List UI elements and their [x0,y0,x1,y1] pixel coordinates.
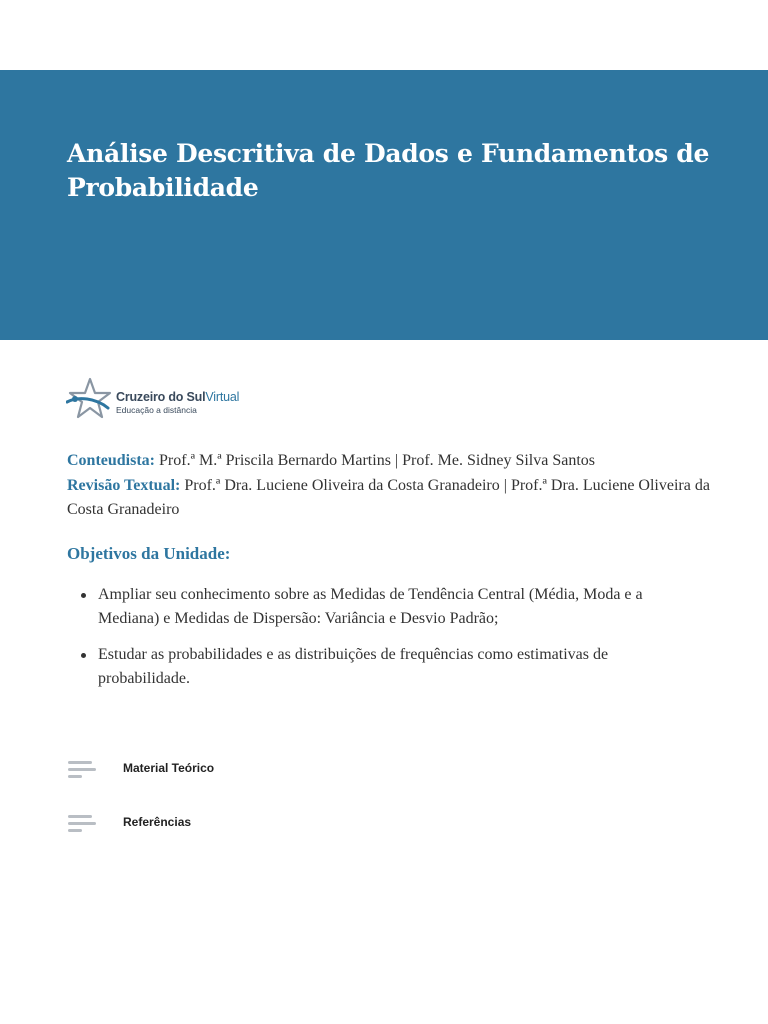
header-banner [0,70,768,340]
objective-1-line-2: Mediana) e Medidas de Dispersão: Variância e Desvio Padrão; [98,610,499,627]
logo-name-accent: Virtual [205,390,240,404]
objective-1-line-1: Ampliar seu conhecimento sobre as Medidas de Tendência Central (Média, Moda e a [98,586,643,603]
objective-2-line-1: Estudar as probabilidades e as distribuições de frequências como estimativas de probabilidade. [98,646,609,687]
list-item [80,643,700,691]
author-value: Prof.ª M.ª Priscila Bernardo Martins | Prof. Me. Sidney Silva Santos [159,452,596,469]
review-value: Prof.ª Dra. Luciene Oliveira da Costa Granadeiro | Prof.ª Dra. Luciene Oliveira da Costa Granadeiro [67,476,710,518]
menu-item-material-teorico[interactable] [66,757,326,783]
objectives-title: Objetivos da Unidade: [67,544,231,563]
menu-item-label: Material Teórico [123,761,215,775]
menu-lines-icon [66,757,98,783]
logo-name-main: Cruzeiro do Sul [116,390,206,404]
logo-name [116,390,239,404]
star-logo-icon [66,376,112,422]
list-item [80,583,700,631]
author-label: Conteudista: [67,452,156,469]
logo-tagline: Educação a distância [116,405,197,415]
institution-logo [66,376,246,422]
menu-item-label: Referências [123,815,192,829]
review-label: Revisão Textual: [67,476,181,494]
menu-lines-icon [66,811,98,837]
objectives-list [80,583,700,703]
credits-block [67,449,717,523]
menu-item-referencias[interactable] [66,811,326,837]
page-title: Análise Descritiva de Dados e Fundamentos de Probabilidade [67,139,710,202]
